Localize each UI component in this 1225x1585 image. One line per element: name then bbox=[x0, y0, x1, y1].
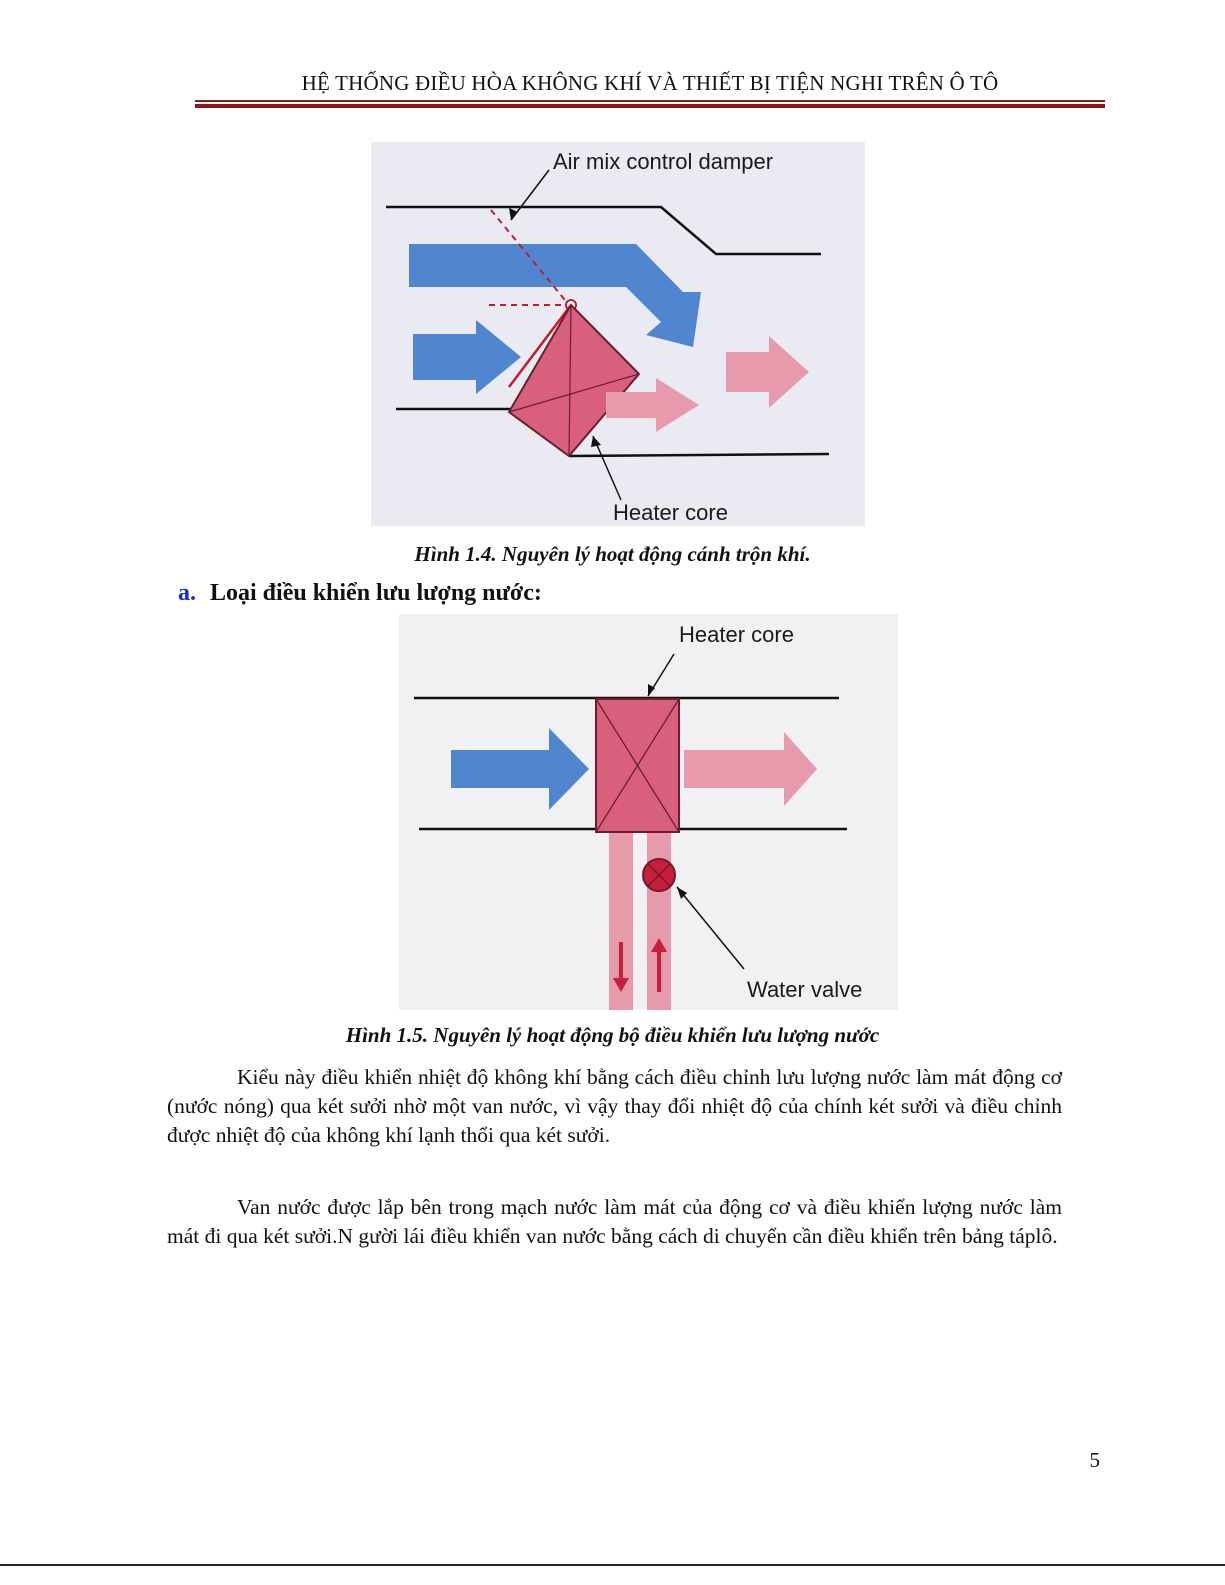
page-header-title: HỆ THỐNG ĐIỀU HÒA KHÔNG KHÍ VÀ THIẾT BỊ TIỆN NGHI TRÊN Ô TÔ bbox=[301, 71, 999, 95]
air-mix-damper-diagram bbox=[371, 142, 865, 526]
header-rule-thin bbox=[195, 100, 1105, 102]
page-bottom-rule bbox=[0, 1564, 1225, 1566]
label-water-valve: Water valve bbox=[747, 977, 863, 1002]
label-heater-core: Heater core bbox=[679, 622, 794, 647]
section-title: Loại điều khiển lưu lượng nước: bbox=[210, 580, 542, 606]
label-air-mix-damper: Air mix control damper bbox=[553, 149, 774, 174]
header-rule-thick bbox=[195, 104, 1105, 108]
page-number: 5 bbox=[1089, 1448, 1100, 1472]
section-marker: a. bbox=[178, 580, 196, 606]
figure-1-5-caption: Hình 1.5. Nguyên lý hoạt động bộ điều khiển lưu lượng nước bbox=[345, 1023, 880, 1047]
figure-1-4-caption: Hình 1.4. Nguyên lý hoạt động cánh trộn khí. bbox=[414, 542, 811, 566]
section-heading bbox=[178, 580, 542, 607]
water-valve-diagram bbox=[399, 614, 898, 1010]
body-paragraph-1: Kiểu này điều khiển nhiệt độ không khí bằng cách điều chỉnh lưu lượng nước làm mát động cơ (nước nóng) qua két sưởi nhờ một van nước, vì vậy thay đổi nhiệt độ của chính két sưởi và điều chỉnh được nhiệt độ của không khí lạnh thổi qua két sưởi. bbox=[167, 1065, 1062, 1147]
body-paragraph-2: Van nước được lắp bên trong mạch nước làm mát của động cơ và điều khiển lượng nước làm mát đi qua két sưởi.N gười lái điều khiển van nước bằng cách di chuyển cần điều khiển trên bảng táplô. bbox=[167, 1195, 1062, 1248]
label-heater-core: Heater core bbox=[613, 500, 728, 525]
